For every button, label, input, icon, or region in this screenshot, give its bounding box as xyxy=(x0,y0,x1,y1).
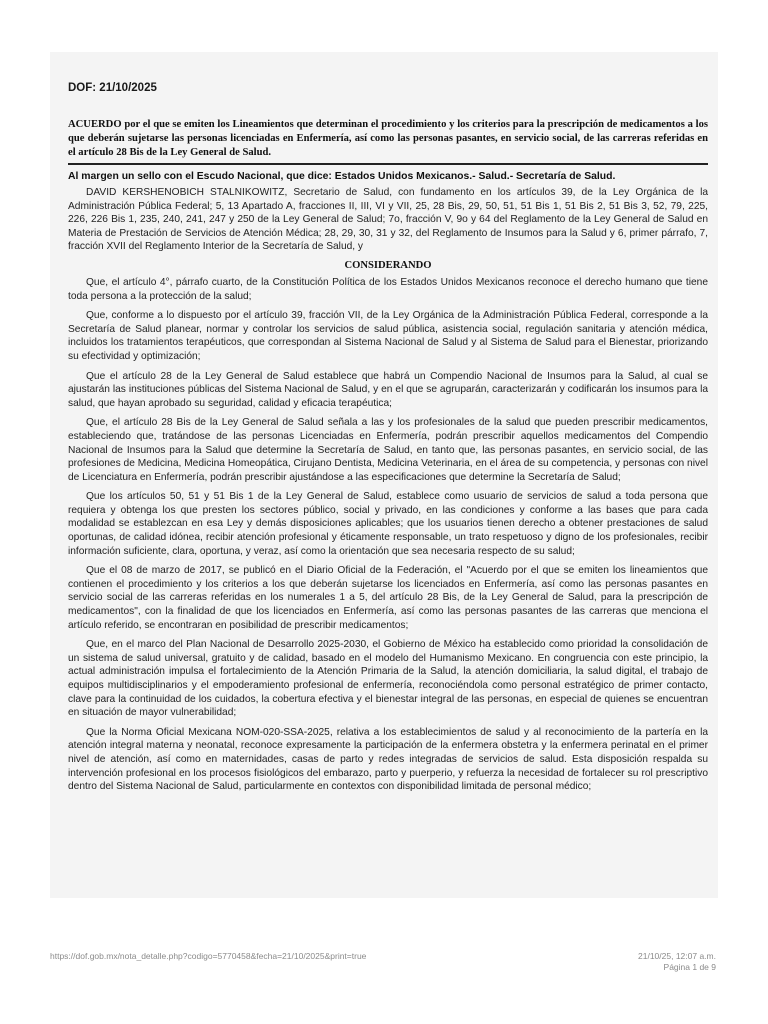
document-page xyxy=(50,52,718,898)
section-heading: CONSIDERANDO xyxy=(344,259,432,271)
considerando-paragraph: Que, conforme a lo dispuesto por el artículo 39, fracción VII, de la Ley Orgánica de la Administración Pública Federal, corresponde a la Secretaría de Salud planear, normar y controlar los servicios de salud pública, asistencia social, regulación sanitaria y atención médica, incluidos los tratamientos terapéuticos, que correspondan al Sistema Nacional de Salud y al Sistema de Salud para el Bienestar, priorizando su efectividad y optimización; xyxy=(68,310,708,362)
footer-url[interactable]: https://dof.gob.mx/nota_detalle.php?codigo=5770458&fecha=21/10/2025&print=true xyxy=(50,951,367,961)
document-title xyxy=(68,118,708,162)
dof-date: DOF: 21/10/2025 xyxy=(68,82,157,94)
considerando-paragraph: Que el artículo 28 de la Ley General de Salud establece que habrá un Compendio Nacional de Insumos para la Salud, al cual se ajustarán las instituciones públicas del Sistema Nacional de Salud, y en el que se agruparán, caracterizarán y codificarán los insumos para la salud, que hayan aprobado su seguridad, calidad y eficacia terapéutica; xyxy=(68,370,708,409)
title-divider xyxy=(68,163,708,165)
considerando-paragraph: Que, el artículo 28 Bis de la Ley General de Salud señala a las y los profesionales de la salud que pueden prescribir medicamentos, estableciendo que, tratándose de las personas Licenciadas en Enfermería, podrán prescribir aquellos medicamentos del Compendio Nacional de Insumos para la Salud que determine la Secretaría de Salud, en tanto que, las personas pasantes, en servicio social, de las profesiones de Medicina, Medicina Homeopática, Cirujano Dentista, Medicina Veterinaria, en el área de su competencia, y personas con nivel de Licenciatura en Enfermería, podrán prescribir ajustándose a las especificaciones que determine la Secretaría de Salud; xyxy=(68,417,708,483)
intro-paragraph: DAVID KERSHENOBICH STALNIKOWITZ, Secretario de Salud, con fundamento en los artículos 39, de la Ley Orgánica de la Administración Pública Federal; 5, 13 Apartado A, fracciones II, III, VI y VII, 25, 28 Bis, 29, 50, 51, 51 Bis 1, 51 Bis 2, 51 Bis 3, 52, 79, 225, 226, 226 Bis 1, 235, 240, 241, 247 y 250 de la Ley General de Salud; 7o, fracción V, 9o y 64 del Reglamento de la Ley General de Salud en Materia de Prestación de Servicios de Atención Médica; 28, 29, 30, 31 y 32, del Reglamento de Insumos para la Salud y 6, primer párrafo, 7, fracción XVII del Reglamento Interior de la Secretaría de Salud, y xyxy=(68,187,708,253)
title-lead: ACUERDO xyxy=(68,119,122,130)
margin-note: Al margen un sello con el Escudo Nacional, que dice: Estados Unidos Mexicanos.- Salud.- Secretaría de Salud. xyxy=(68,171,616,182)
considerando-paragraph: Que el 08 de marzo de 2017, se publicó en el Diario Oficial de la Federación, el "Acuerdo por el que se emiten los lineamientos que contienen el procedimiento y los criterios a los que deberán sujetarse los licenciados en Enfermería, así como las personas pasantes en servicio social de las carreras referidas en los numerales 1 a 5, del artículo 28 Bis, de la Ley General de Salud, para la prescripción de medicamentos", con la finalidad de que los licenciados en Enfermería, así como las personas pasantes de las carreras que menciona el artículo referido, se encontraran en posibilidad de prescribir medicamentos; xyxy=(68,565,708,631)
considerando-paragraph: Que, el artículo 4°, párrafo cuarto, de la Constitución Política de los Estados Unidos Mexicanos reconoce el derecho humano que tiene toda persona a la protección de la salud; xyxy=(68,276,708,302)
considerando-paragraph: Que, en el marco del Plan Nacional de Desarrollo 2025-2030, el Gobierno de México ha establecido como prioridad la consolidación de un sistema de salud universal, gratuito y de calidad, basado en el modelo del Humanismo Mexicano. En congruencia con este principio, la actual administración impulsa el fortalecimiento de la Atención Primaria de la Salud, la atención domiciliaria, la salud digital, el trabajo de equipos multidisciplinarios y el empoderamiento profesional de enfermería, reconociéndola como personal estratégico de primer contacto, clave para la continuidad de los cuidados, la cobertura efectiva y el bienestar integral de las personas, en especial de quienes se encuentran en situación de mayor vulnerabilidad; xyxy=(68,639,708,719)
footer-page-number: Página 1 de 9 xyxy=(663,962,716,972)
title-rest: por el que se emiten los Lineamientos que determinan el procedimiento y los criterios para la prescripción de medicamentos a los que deberán sujetarse las personas licenciadas en Enfermería, así como las personas pasantes, en servicio social, de las carreras referidas en el artículo 28 Bis de la Ley General de Salud. xyxy=(68,119,708,158)
considerando-paragraph: Que la Norma Oficial Mexicana NOM-020-SSA-2025, relativa a los establecimientos de salud y al reconocimiento de la partería en la atención integral materna y neonatal, reconoce expresamente la participación de la enfermera obstetra y la enfermera perinatal en el primer nivel de atención, así como en maternidades, casas de parto y redes integradas de servicios de salud. Esta disposición respalda su intervención profesional en los procesos fisiológicos del embarazo, parto y puerperio, y refuerza la necesidad de fortalecer su rol prescriptivo dentro del Sistema Nacional de Salud, particularmente en contextos con disponibilidad limitada de personal médico; xyxy=(68,726,708,793)
footer-meta xyxy=(638,951,716,973)
footer-timestamp: 21/10/25, 12:07 a.m. xyxy=(638,951,716,961)
considerando-paragraph: Que los artículos 50, 51 y 51 Bis 1 de la Ley General de Salud, establece como usuario de servicios de salud a toda persona que requiera y obtenga los que presten los sectores público, social y privado, en las condiciones y conforme a las bases que para cada modalidad se establezcan en esa Ley y demás disposiciones aplicables; que los usuarios tienen derecho a obtener prestaciones de salud oportunas, de calidad idónea, recibir atención profesional y éticamente responsable, un trato respetuoso y digno de los profesionales, recibir información suficiente, clara, oportuna, y veraz, así como la orientación que sea necesaria respecto de su salud; xyxy=(68,491,708,557)
